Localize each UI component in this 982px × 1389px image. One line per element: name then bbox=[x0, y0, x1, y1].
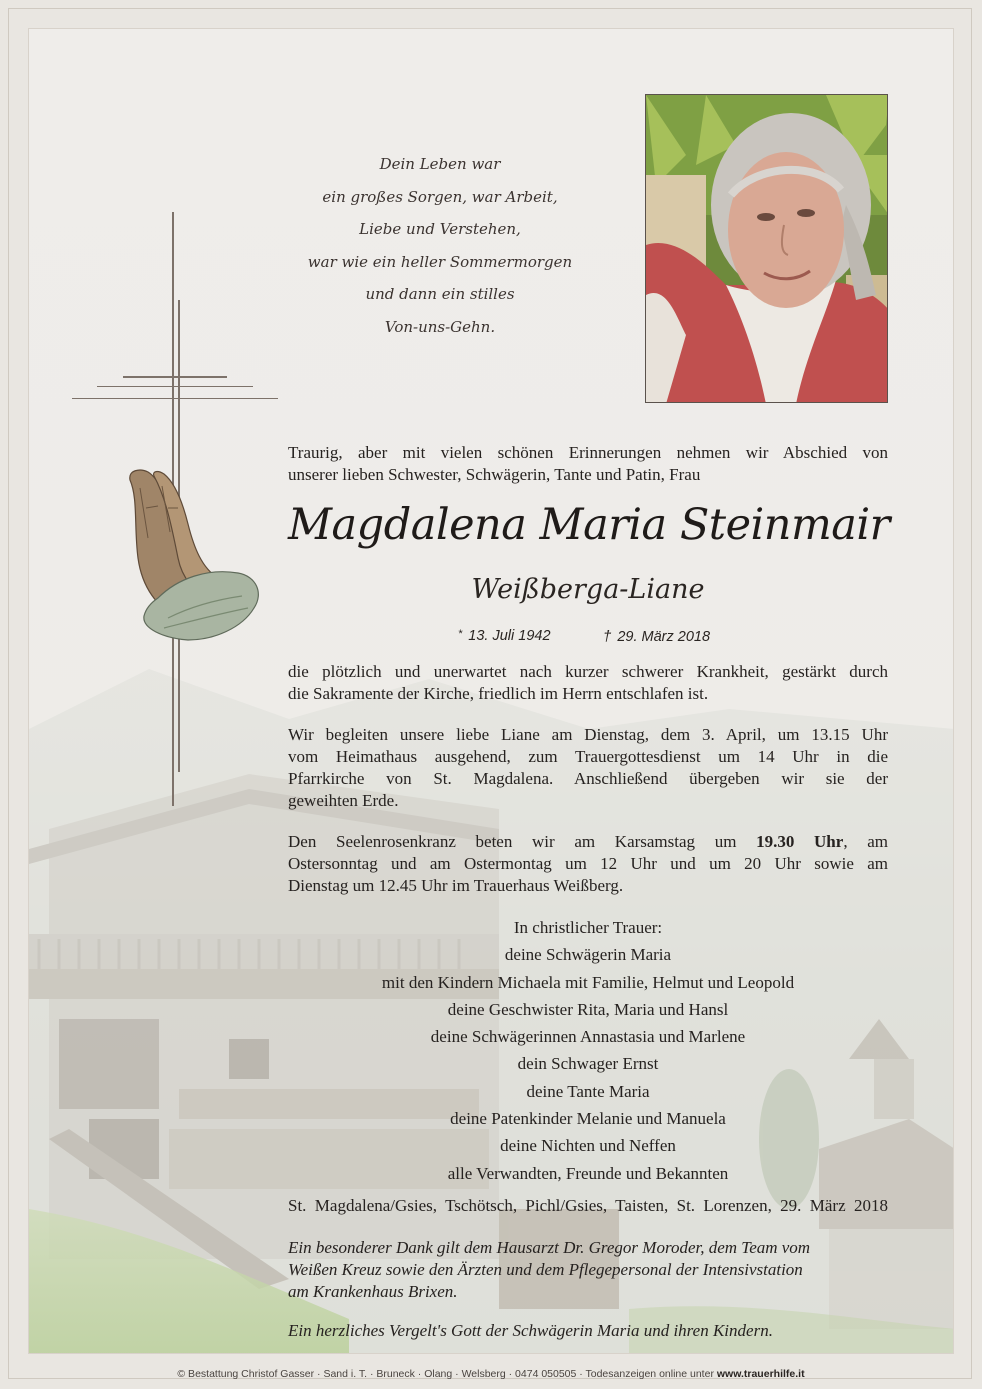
thanks-line: am Krankenhaus Brixen. bbox=[288, 1282, 458, 1301]
mourner-line: deine Patenkinder Melanie und Manuela bbox=[450, 1109, 726, 1129]
birth-date bbox=[458, 628, 551, 644]
paragraph-line: Wir begleiten unsere liebe Liane am Dienstag, dem 3. April, um 13.15 Uhr bbox=[288, 725, 888, 744]
verse-line: Von-uns-Gehn. bbox=[384, 317, 496, 336]
deceased-name: Magdalena Maria Steinmair bbox=[288, 500, 890, 550]
paragraph-line: die Sakramente der Kirche, friedlich im Herrn entschlafen ist. bbox=[288, 684, 709, 703]
mourner-line: deine Nichten und Neffen bbox=[500, 1136, 676, 1156]
mourner-line: deine Tante Maria bbox=[526, 1081, 650, 1101]
portrait-photo bbox=[645, 94, 888, 403]
death-date bbox=[603, 628, 710, 645]
paragraph-line: die plötzlich und unerwartet nach kurzer schwerer Krankheit, gestärkt durch bbox=[288, 662, 888, 681]
deceased-nickname: Weißberga-Liane bbox=[471, 574, 705, 605]
funeral-paragraph bbox=[288, 724, 888, 812]
passing-paragraph bbox=[288, 661, 888, 705]
memorial-verse bbox=[290, 148, 590, 343]
mourner-line: deine Geschwister Rita, Maria und Hansl bbox=[447, 999, 729, 1019]
intro-line: Traurig, aber mit vielen schönen Erinnerungen nehmen wir Abschied von bbox=[288, 443, 888, 462]
mourner-line: deine Schwägerinnen Annastasia und Marlene bbox=[430, 1027, 746, 1047]
intro-line: unserer lieben Schwester, Schwägerin, Tante und Patin, Frau bbox=[288, 465, 701, 484]
mourners-heading: In christlicher Trauer: bbox=[513, 918, 663, 937]
paragraph-line: geweihten Erde. bbox=[288, 791, 399, 810]
rosary-time: 19.30 Uhr bbox=[756, 832, 844, 851]
paragraph-line: Dienstag um 12.45 Uhr im Trauerhaus Weißberg. bbox=[288, 876, 624, 895]
thanks-paragraph bbox=[288, 1237, 888, 1303]
thanks-closing-line: Ein herzliches Vergelt's Gott der Schwägerin Maria und ihren Kindern. bbox=[288, 1321, 773, 1340]
rosary-text-end: , am bbox=[843, 832, 888, 851]
thanks-line: Ein besonderer Dank gilt dem Hausarzt Dr. Gregor Moroder, dem Team vom bbox=[288, 1238, 811, 1257]
verse-line: Dein Leben war bbox=[379, 155, 501, 173]
birth-date-value: 13. Juli 1942 bbox=[468, 628, 551, 644]
paragraph-line: vom Heimathaus ausgehend, zum Trauergottesdienst um 14 Uhr in die bbox=[288, 747, 888, 766]
paragraph-line: Ostersonntag und am Ostermontag um 12 Uhr und um 20 Uhr sowie am bbox=[288, 854, 888, 873]
paragraph-line bbox=[288, 831, 888, 853]
death-symbol: † bbox=[603, 628, 612, 645]
mourner-line: dein Schwager Ernst bbox=[517, 1054, 659, 1074]
verse-line: und dann ein stilles bbox=[365, 285, 515, 303]
verse-line: ein großes Sorgen, war Arbeit, bbox=[322, 187, 558, 206]
verse-line: Liebe und Verstehen, bbox=[359, 220, 521, 238]
footer-text: © Bestattung Christof Gasser · Sand i. T. · Bruneck · Olang · Welsberg · 0474 050505 · Todesanzeigen online unter bbox=[177, 1368, 717, 1380]
thanks-line: Weißen Kreuz sowie den Ärzten und dem Pflegepersonal der Intensivstation bbox=[288, 1260, 803, 1279]
place-and-date: St. Magdalena/Gsies, Tschötsch, Pichl/Gsies, Taisten, St. Lorenzen, 29. März 2018 bbox=[288, 1196, 888, 1215]
rosary-paragraph bbox=[288, 831, 888, 897]
verse-line: war wie ein heller Sommermorgen bbox=[307, 252, 573, 271]
mourner-line: deine Schwägerin Maria bbox=[504, 945, 672, 965]
death-date-value: 29. März 2018 bbox=[617, 629, 711, 645]
birth-symbol: * bbox=[458, 628, 463, 640]
paragraph-line: Pfarrkirche von St. Magdalena. Anschließend übergeben wir sie der bbox=[288, 769, 888, 788]
mourners-list bbox=[288, 914, 888, 1187]
rosary-text: Den Seelenrosenkranz beten wir am Karsamstag um bbox=[288, 832, 757, 851]
praying-hands-icon bbox=[118, 468, 263, 648]
mourner-line: alle Verwandten, Freunde und Bekannten bbox=[447, 1163, 729, 1183]
footer-link[interactable]: www.trauerhilfe.it bbox=[716, 1368, 805, 1380]
mourner-line: mit den Kindern Michaela mit Familie, Helmut und Leopold bbox=[381, 972, 795, 992]
thanks-closing bbox=[288, 1320, 888, 1342]
footer-credit bbox=[0, 1368, 982, 1380]
intro-paragraph bbox=[288, 442, 888, 486]
